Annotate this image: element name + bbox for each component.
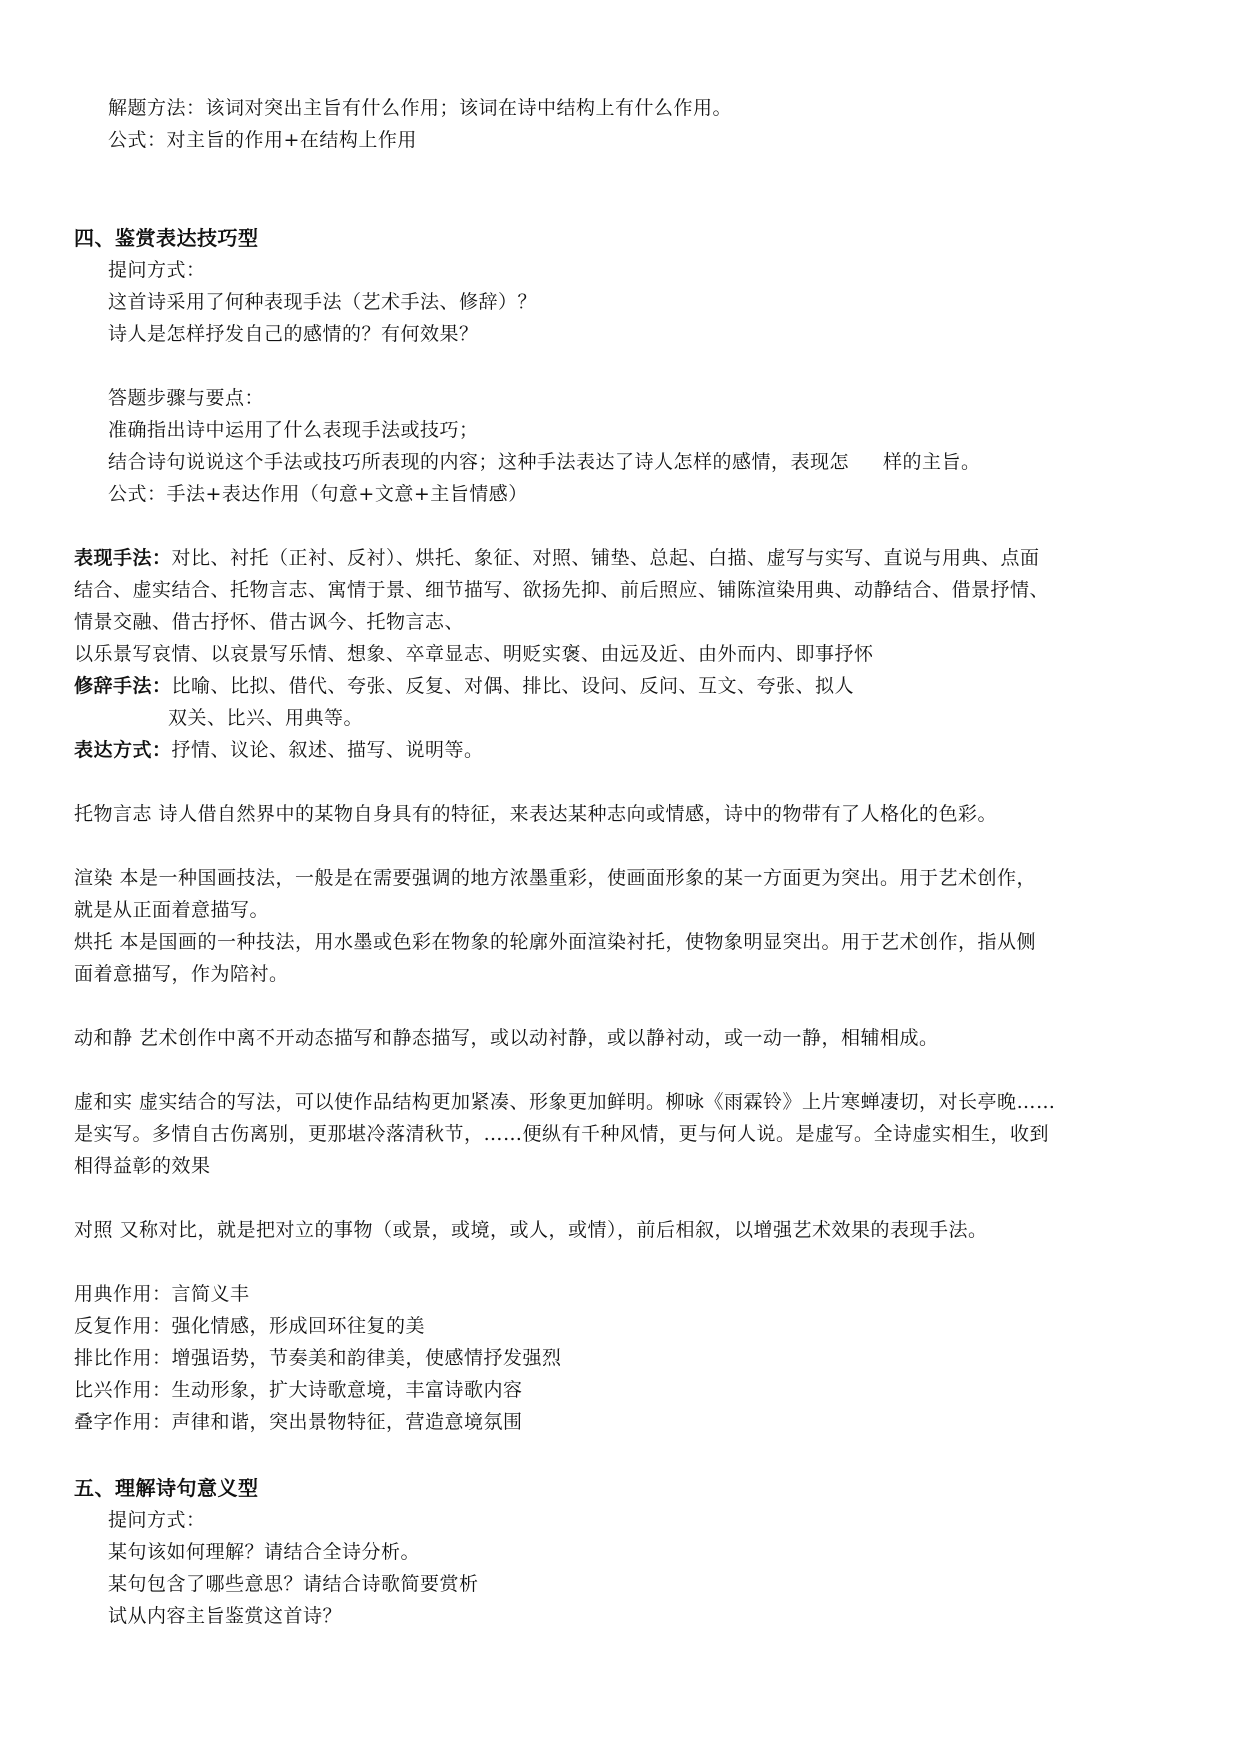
definition-line: 烘托 本是国画的一种技法，用水墨或色彩在物象的轮廓外面渲染衬托，使物象明显突出。用于艺术创作，指从侧 [74, 931, 1037, 953]
techniques-line [74, 544, 1040, 572]
techniques-line: 结合、虚实结合、托物言志、寓情于景、细节描写、欲扬先抑、前后照应、铺陈渲染用典、动静结合、借景抒情、 [74, 579, 1050, 601]
formula-line: 公式：手法+表达作用（句意+文意+主旨情感） [108, 483, 528, 505]
method-line: 解题方法：该词对突出主旨有什么作用；该词在诗中结构上有什么作用。 [108, 97, 733, 119]
question-line: 诗人是怎样抒发自己的感情的？有何效果？ [108, 323, 479, 345]
function-line: 用典作用：言简义丰 [74, 1283, 250, 1305]
expression-label: 表达方式： [74, 739, 172, 761]
definition-line: 动和静 艺术创作中离不开动态描写和静态描写，或以动衬静，或以静衬动，或一动一静，相辅相成。 [74, 1027, 939, 1049]
definition-line: 面着意描写，作为陪衬。 [74, 963, 289, 985]
definition-line: 是实写。多情自古伤离别，更那堪冷落清秋节，……便纵有千种风情，更与何人说。是虚写。全诗虚实相生，收到 [74, 1123, 1050, 1145]
formula-line: 公式：对主旨的作用+在结构上作用 [108, 129, 417, 151]
step-line [108, 448, 981, 476]
definition-line: 渲染 本是一种国画技法，一般是在需要强调的地方浓墨重彩，使画面形象的某一方面更为突出。用于艺术创作， [74, 867, 1037, 889]
rhetoric-label: 修辞手法： [74, 675, 172, 697]
techniques-line: 以乐景写哀情、以哀景写乐情、想象、卒章显志、明贬实褒、由远及近、由外而内、即事抒怀 [74, 643, 874, 665]
ask-label: 提问方式： [108, 259, 206, 281]
techniques-label: 表现手法： [74, 547, 172, 569]
step-text: 结合诗句说说这个手法或技巧所表现的内容；这种手法表达了诗人怎样的感情，表现怎 [108, 451, 850, 473]
rhetoric-line [74, 672, 854, 700]
definition-line: 虚和实 虚实结合的写法，可以使作品结构更加紧凑、形象更加鲜明。柳咏《雨霖铃》上片寒蝉凄切，对长亭晚…… [74, 1091, 1056, 1113]
definition-line: 相得益彰的效果 [74, 1155, 211, 1177]
function-line: 叠字作用：声律和谐，突出景物特征，营造意境氛围 [74, 1411, 523, 1433]
step-text: 样的主旨。 [883, 451, 981, 473]
techniques-text: 对比、衬托（正衬、反衬）、烘托、象征、对照、铺垫、总起、白描、虚写与实写、直说与用典、点面 [171, 547, 1040, 569]
rhetoric-line: 双关、比兴、用典等。 [168, 707, 364, 729]
definition-line: 托物言志 诗人借自然界中的某物自身具有的特征，来表达某种志向或情感，诗中的物带有了人格化的色彩。 [74, 803, 998, 825]
steps-label: 答题步骤与要点： [108, 387, 265, 409]
section-heading-5: 五、理解诗句意义型 [74, 1476, 259, 1500]
question-line: 这首诗采用了何种表现手法（艺术手法、修辞）？ [108, 291, 538, 313]
techniques-line: 情景交融、借古抒怀、借古讽今、托物言志、 [74, 611, 465, 633]
question-line: 某句包含了哪些意思？请结合诗歌简要赏析 [108, 1573, 479, 1595]
question-line: 试从内容主旨鉴赏这首诗？ [108, 1605, 343, 1627]
definition-line: 就是从正面着意描写。 [74, 899, 270, 921]
expression-text: 抒情、议论、叙述、描写、说明等。 [171, 739, 484, 761]
function-line: 比兴作用：生动形象，扩大诗歌意境，丰富诗歌内容 [74, 1379, 523, 1401]
rhetoric-text: 比喻、比拟、借代、夸张、反复、对偶、排比、设问、反问、互文、夸张、拟人 [171, 675, 855, 697]
step-line: 准确指出诗中运用了什么表现手法或技巧； [108, 419, 479, 441]
expression-line [74, 736, 484, 764]
question-line: 某句该如何理解？请结合全诗分析。 [108, 1541, 421, 1563]
ask-label: 提问方式： [108, 1509, 206, 1531]
function-line: 反复作用：强化情感，形成回环往复的美 [74, 1315, 426, 1337]
definition-line: 对照 又称对比，就是把对立的事物（或景，或境，或人，或情），前后相叙，以增强艺术效果的表现手法。 [74, 1219, 988, 1241]
function-line: 排比作用：增强语势，节奏美和韵律美，使感情抒发强烈 [74, 1347, 562, 1369]
section-heading-4: 四、鉴赏表达技巧型 [74, 226, 259, 250]
